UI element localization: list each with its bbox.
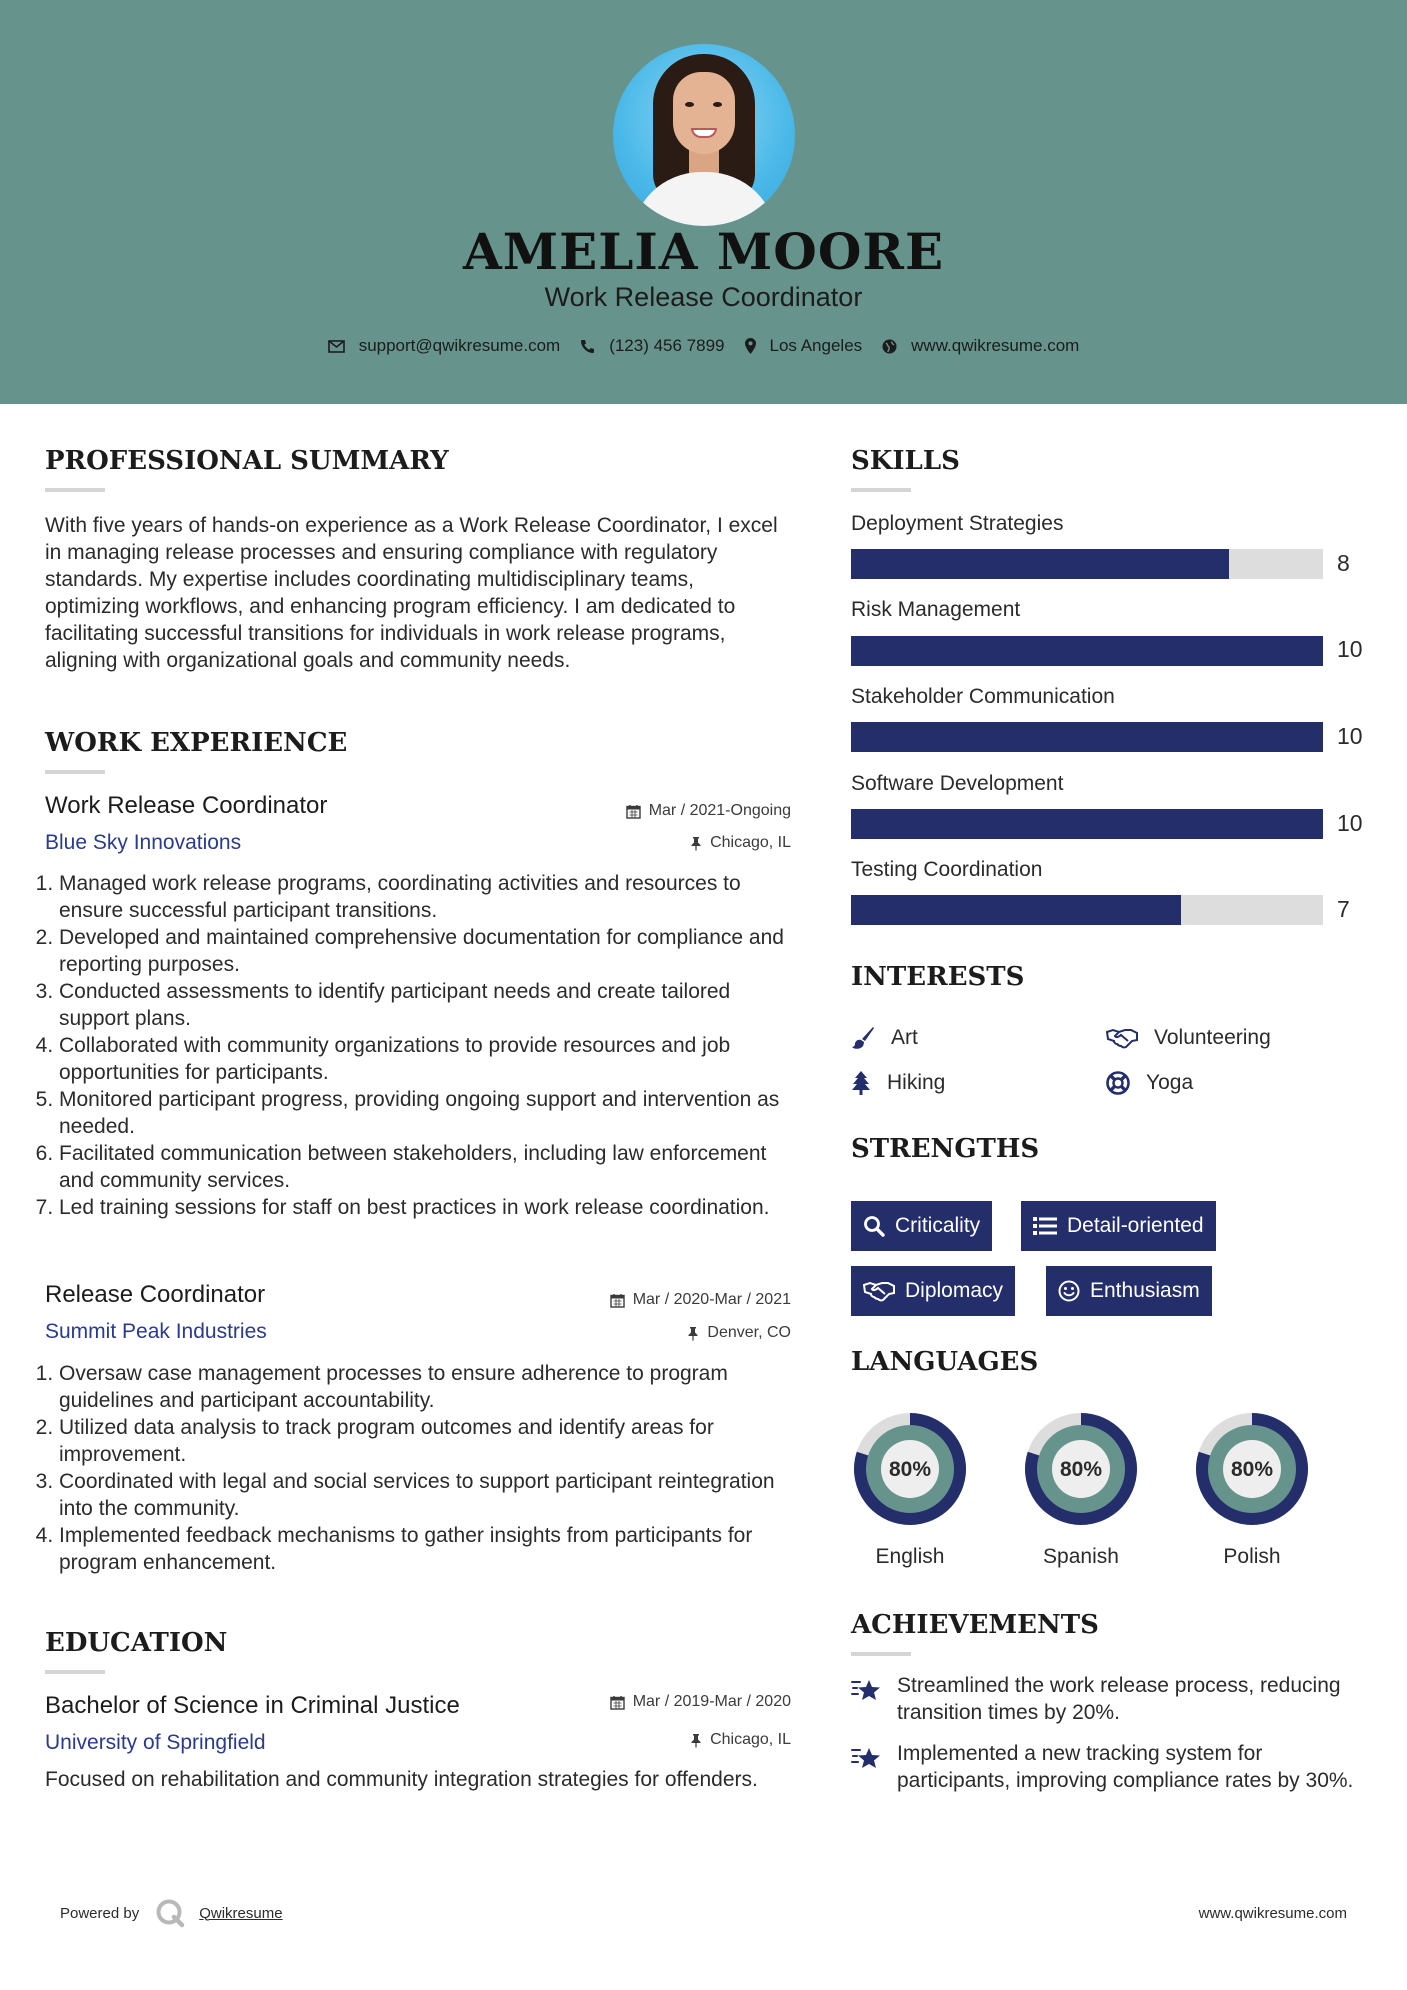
phone-icon	[580, 339, 595, 354]
education-description: Focused on rehabilitation and community integration strategies for offenders.	[45, 1768, 758, 1791]
website-text: www.qwikresume.com	[911, 336, 1080, 355]
skill-value: 10	[1337, 810, 1363, 836]
skill-bar-fill	[851, 895, 1181, 925]
list-item: 2. Developed and maintained comprehensive documentation for compliance and reporting purposes.	[59, 924, 801, 978]
smile-icon	[1058, 1280, 1080, 1302]
skill-name: Deployment Strategies	[851, 512, 1064, 535]
strength-detail-oriented: Detail-oriented	[1021, 1201, 1216, 1251]
skill-bar	[851, 636, 1323, 666]
language-percent: 80%	[1059, 1458, 1103, 1481]
tree-icon	[851, 1071, 871, 1095]
education-heading: EDUCATION	[45, 1628, 228, 1658]
skill-bar	[851, 809, 1323, 839]
phone-text: (123) 456 7899	[609, 336, 725, 355]
language-gauge-polish	[1191, 1408, 1313, 1530]
language-name: Spanish	[1043, 1545, 1119, 1568]
language-gauge-english	[849, 1408, 971, 1530]
skill-value: 7	[1337, 896, 1350, 922]
interests-heading: INTERESTS	[851, 962, 1025, 992]
contact-location	[745, 336, 863, 356]
skill-name: Software Development	[851, 772, 1064, 795]
company-2: Summit Peak Industries	[45, 1320, 267, 1343]
strength-enthusiasm: Enthusiasm	[1046, 1266, 1212, 1316]
job-dates-1: Mar / 2021-Ongoing	[540, 802, 791, 820]
skill-bar	[851, 722, 1323, 752]
skill-name: Testing Coordination	[851, 858, 1043, 881]
interest-hiking: Hiking	[851, 1071, 945, 1095]
profile-photo	[613, 44, 795, 226]
paintbrush-icon	[851, 1026, 875, 1050]
footer-website[interactable]: www.qwikresume.com	[1198, 1905, 1347, 1922]
skill-value: 10	[1337, 723, 1363, 749]
strengths-heading: STRENGTHS	[851, 1134, 1040, 1164]
achievement-item: Implemented a new tracking system for participants, improving compliance rates by 30%.	[851, 1740, 1367, 1794]
list-icon	[1033, 1216, 1057, 1236]
achievement-item: Streamlined the work release process, reducing transition times by 20%.	[851, 1672, 1367, 1726]
pushpin-icon	[687, 1326, 699, 1341]
pushpin-icon	[690, 1733, 702, 1748]
calendar-icon	[626, 804, 641, 819]
skills-rule	[851, 488, 911, 492]
summary-heading: PROFESSIONAL SUMMARY	[45, 446, 449, 476]
skill-name: Risk Management	[851, 598, 1021, 621]
skill-bar-fill	[851, 722, 1323, 752]
interest-art: Art	[851, 1026, 918, 1050]
map-pin-icon	[745, 338, 756, 354]
list-item: 4. Collaborated with community organizations to provide resources and job opportunities for participants.	[59, 1032, 801, 1086]
summary-text: With five years of hands-on experience as a Work Release Coordinator, I excel in managing release processes and ensuring compliance with regulatory standards. My expertise includes coordinating multidisciplinary teams, optimizing workflows, and enhancing program efficiency. I am dedicated to facilitating successful transitions for individuals in work release programs, aligning with organizational goals and community needs.	[45, 514, 778, 672]
job-title-1: Work Release Coordinator	[45, 792, 328, 819]
skill-value: 8	[1337, 550, 1350, 576]
skill-bar-fill	[851, 809, 1323, 839]
contact-bar	[0, 336, 1407, 356]
list-item: 6. Facilitated communication between stakeholders, including law enforcement and community services.	[59, 1140, 801, 1194]
degree-title: Bachelor of Science in Criminal Justice	[45, 1692, 460, 1719]
list-item: 3. Conducted assessments to identify participant needs and create tailored support plans.	[59, 978, 801, 1032]
search-icon	[863, 1215, 885, 1237]
job-responsibilities-1	[41, 870, 801, 1221]
education-location: Chicago, IL	[540, 1731, 791, 1749]
interest-yoga: Yoga	[1106, 1071, 1193, 1095]
candidate-name: AMELIA MOORE	[462, 222, 945, 281]
interest-volunteering: Volunteering	[1106, 1026, 1271, 1050]
strength-diplomacy: Diplomacy	[851, 1266, 1015, 1316]
contact-website[interactable]	[882, 336, 1079, 356]
language-name: Polish	[1223, 1545, 1281, 1568]
skill-bar-fill	[851, 549, 1229, 579]
award-star-icon	[851, 1744, 883, 1772]
skill-bar-fill	[851, 636, 1323, 666]
calendar-icon	[610, 1293, 625, 1308]
envelope-icon	[328, 340, 345, 353]
footer-brand	[60, 1898, 283, 1928]
resume-header	[0, 0, 1407, 404]
summary-rule	[45, 488, 105, 492]
job-location-1: Chicago, IL	[540, 834, 791, 852]
achievements-rule	[851, 1652, 911, 1656]
email-text: support@qwikresume.com	[358, 336, 561, 355]
list-item: 2. Utilized data analysis to track program outcomes and identify areas for improvement.	[59, 1414, 801, 1468]
list-item: 1. Managed work release programs, coordinating activities and resources to ensure successful participant transitions.	[59, 870, 801, 924]
skill-name: Stakeholder Communication	[851, 685, 1115, 708]
list-item: 7. Led training sessions for staff on best practices in work release coordination.	[59, 1194, 801, 1221]
education-rule	[45, 1670, 105, 1674]
handshake-icon	[863, 1280, 895, 1302]
location-text: Los Angeles	[769, 336, 863, 355]
company-1: Blue Sky Innovations	[45, 831, 242, 854]
list-item: 3. Coordinated with legal and social services to support participant reintegration into the community.	[59, 1468, 801, 1522]
award-star-icon	[851, 1676, 883, 1704]
languages-heading: LANGUAGES	[851, 1347, 1039, 1377]
pushpin-icon	[690, 836, 702, 851]
skill-bar	[851, 549, 1323, 579]
globe-icon	[882, 339, 897, 354]
qwikresume-link[interactable]: Qwikresume	[199, 1904, 283, 1922]
list-item: 5. Monitored participant progress, providing ongoing support and intervention as needed.	[59, 1086, 801, 1140]
job-dates-2: Mar / 2020-Mar / 2021	[520, 1291, 791, 1309]
skill-bar	[851, 895, 1323, 925]
qwikresume-logo-icon	[155, 1898, 185, 1928]
list-item: 4. Implemented feedback mechanisms to gather insights from participants for program enhancement.	[59, 1522, 801, 1576]
language-name: English	[875, 1545, 945, 1568]
school-name: University of Springfield	[45, 1731, 266, 1754]
language-percent: 80%	[888, 1458, 932, 1481]
job-title-2: Release Coordinator	[45, 1281, 266, 1308]
handshake-icon	[1106, 1027, 1138, 1049]
skill-value: 10	[1337, 636, 1363, 662]
list-item: 1. Oversaw case management processes to ensure adherence to program guidelines and participant accountability.	[59, 1360, 801, 1414]
experience-rule	[45, 770, 105, 774]
candidate-role: Work Release Coordinator	[544, 282, 863, 312]
lifering-icon	[1106, 1071, 1130, 1095]
language-percent: 80%	[1230, 1458, 1274, 1481]
education-dates: Mar / 2019-Mar / 2020	[520, 1693, 791, 1711]
contact-email[interactable]	[328, 336, 561, 356]
job-location-2: Denver, CO	[540, 1324, 791, 1342]
job-responsibilities-2	[41, 1360, 801, 1576]
contact-phone[interactable]	[580, 336, 724, 356]
experience-heading: WORK EXPERIENCE	[45, 728, 348, 758]
powered-by-text: Powered by	[60, 1904, 140, 1922]
strength-criticality: Criticality	[851, 1201, 992, 1251]
language-gauge-spanish	[1020, 1408, 1142, 1530]
achievements-heading: ACHIEVEMENTS	[851, 1610, 1099, 1640]
skills-heading: SKILLS	[851, 446, 960, 476]
calendar-icon	[610, 1695, 625, 1710]
